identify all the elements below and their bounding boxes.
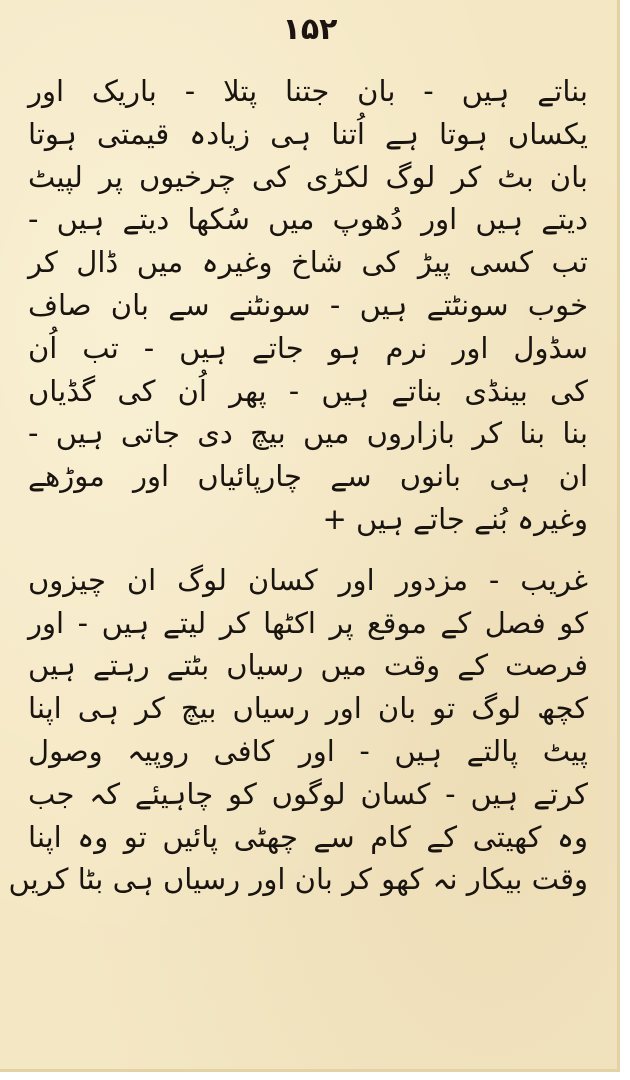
text-line: وہ کھیتی کے کام سے چھٹی پائیں تو وہ اپنا (28, 819, 588, 854)
text-line: ان ہی بانوں سے چارپائیاں اور موڑھے (28, 459, 588, 494)
text-line: کچھ لوگ تو بان اور رسیاں بیچ کر ہی اپنا (28, 691, 588, 726)
paragraph-2 (8, 559, 588, 901)
text-line: بان بٹ کر لوگ لکڑی کی چرخیوں پر لپیٹ (28, 159, 588, 194)
text-line: کرتے ہیں - کسان لوگوں کو چاہیئے کہ جب (28, 776, 588, 811)
text-line: سڈول اور نرم ہو جاتے ہیں - تب اُن (28, 330, 588, 365)
body-text (8, 70, 588, 901)
text-line: خوب سونٹتے ہیں - سونٹنے سے بان صاف (28, 287, 588, 322)
text-line: تب کسی پیڑ کی شاخ وغیرہ میں ڈال کر (28, 245, 588, 280)
text-line: پیٹ پالتے ہیں - اور کافی روپیہ وصول (28, 733, 588, 768)
text-line: بناتے ہیں - بان جتنا پتلا - باریک اور (28, 74, 588, 108)
text-line: دیتے ہیں اور دُھوپ میں سُکھا دیتے ہیں - (28, 202, 588, 237)
text-line: یکساں ہوتا ہے اُتنا ہی زیادہ قیمتی ہوتا (28, 116, 588, 151)
text-line: کو فصل کے موقع پر اکٹھا کر لیتے ہیں - اور (28, 605, 588, 640)
text-line: بنا بنا کر بازاروں میں بیچ دی جاتی ہیں - (28, 416, 588, 451)
text-line: فرصت کے وقت میں رسیاں بٹتے رہتے ہیں (28, 648, 588, 683)
text-line: کی بینڈی بناتے ہیں - پھر اُن کی گڈیاں (28, 373, 588, 408)
text-line: وغیرہ بُنے جاتے ہیں + (322, 501, 588, 536)
paragraph-1 (28, 70, 588, 541)
text-line: وقت بیکار نہ کھو کر بان اور رسیاں ہی بٹا کریں (8, 862, 588, 897)
text-line: غریب - مزدور اور کسان لوگ ان چیزوں (28, 562, 588, 597)
page-number: ۱۵۲ (282, 12, 338, 47)
